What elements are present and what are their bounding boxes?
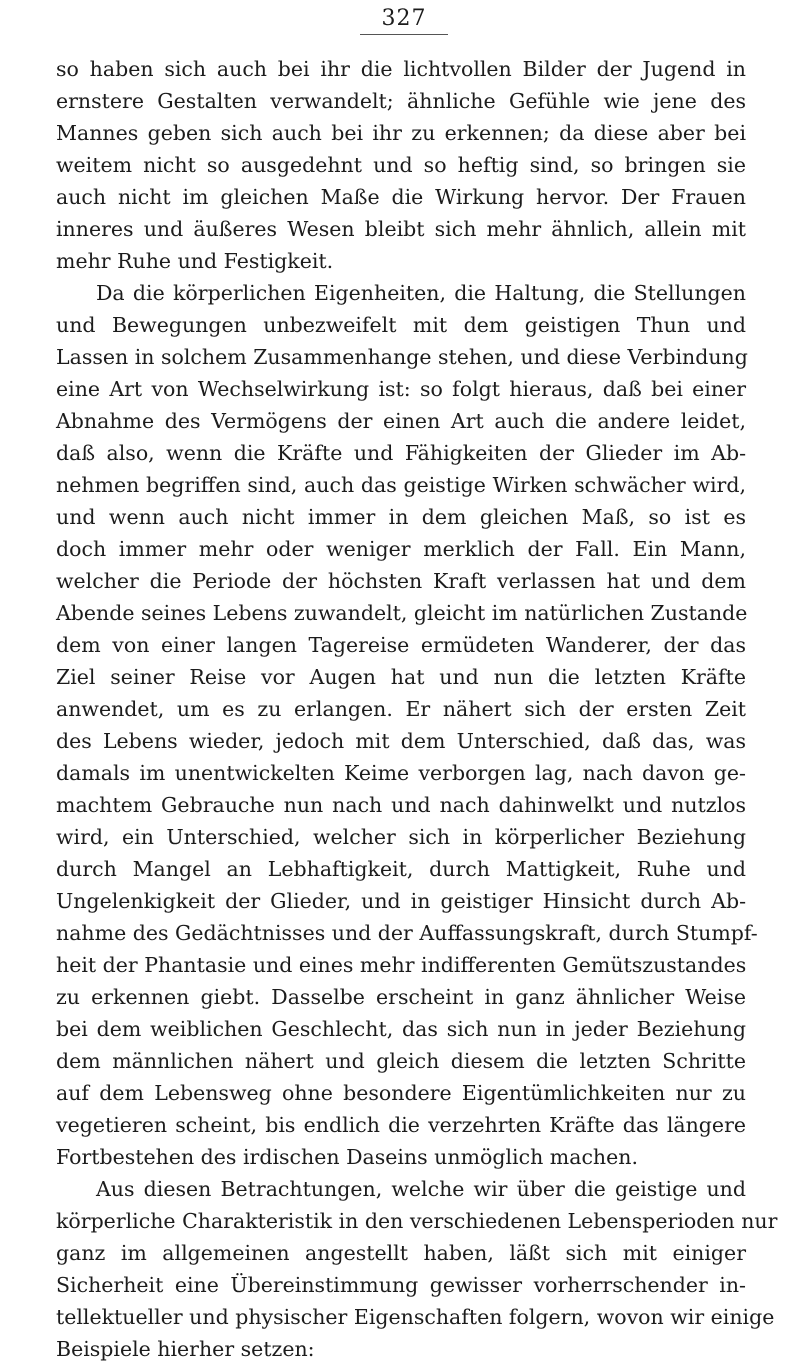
text-line: Beispiele hierher setzen: [56, 1337, 315, 1361]
text-line: daß also, wenn die Kräfte und Fähigkeiten der Glieder im Ab- [56, 441, 746, 465]
text-line: Sicherheit eine Übereinstimmung gewisser vorherrschender in- [56, 1273, 746, 1297]
text-line: eine Art von Wechselwirkung ist: so folgt hieraus, daß bei einer [56, 377, 746, 401]
text-line: Abnahme des Vermögens der einen Art auch die andere leidet, [56, 409, 746, 433]
text-line: auf dem Lebensweg ohne besondere Eigentümlichkeiten nur zu [56, 1081, 746, 1105]
header-rule [360, 34, 448, 35]
text-line: Lassen in solchem Zusammenhange stehen, und diese Verbindung [56, 345, 748, 369]
text-line: zu erkennen giebt. Dasselbe erscheint in ganz ähnlicher Weise [56, 985, 746, 1009]
text-line: dem männlichen nähert und gleich diesem die letzten Schritte [56, 1049, 746, 1073]
text-line: des Lebens wieder, jedoch mit dem Unterschied, daß das, was [56, 729, 746, 753]
text-line: Abende seines Lebens zuwandelt, gleicht im natürlichen Zustande [56, 601, 748, 625]
text-line: Aus diesen Betrachtungen, welche wir über die geistige und [96, 1177, 746, 1201]
text-line: auch nicht im gleichen Maße die Wirkung hervor. Der Frauen [56, 185, 746, 209]
text-line: ganz im allgemeinen angestellt haben, läßt sich mit einiger [56, 1241, 746, 1265]
text-line: körperliche Charakteristik in den verschiedenen Lebensperioden nur [56, 1209, 778, 1233]
page-number: 327 [381, 6, 427, 31]
text-line: nahme des Gedächtnisses und der Auffassungskraft, durch Stumpf- [56, 921, 758, 945]
text-line: ernstere Gestalten verwandelt; ähnliche Gefühle wie jene des [56, 89, 746, 113]
text-line: durch Mangel an Lebhaftigkeit, durch Mattigkeit, Ruhe und [56, 857, 746, 881]
text-line: machtem Gebrauche nun nach und nach dahinwelkt und nutzlos [56, 793, 746, 817]
text-line: anwendet, um es zu erlangen. Er nähert sich der ersten Zeit [56, 697, 746, 721]
text-line: so haben sich auch bei ihr die lichtvollen Bilder der Jugend in [56, 57, 746, 81]
text-line: vegetieren scheint, bis endlich die verzehrten Kräfte das längere [56, 1113, 746, 1137]
text-line: Da die körperlichen Eigenheiten, die Haltung, die Stellungen [96, 281, 746, 305]
text-line: welcher die Periode der höchsten Kraft verlassen hat und dem [56, 569, 746, 593]
text-line: heit der Phantasie und eines mehr indifferenten Gemütszustandes [56, 953, 747, 977]
text-line: tellektueller und physischer Eigenschaften folgern, wovon wir einige [56, 1305, 775, 1329]
text-line: weitem nicht so ausgedehnt und so heftig sind, so bringen sie [56, 153, 746, 177]
text-line: und wenn auch nicht immer in dem gleichen Maß, so ist es [56, 505, 746, 529]
text-line: nehmen begriffen sind, auch das geistige Wirken schwächer wird, [56, 473, 746, 497]
text-line: Ziel seiner Reise vor Augen hat und nun die letzten Kräfte [56, 665, 746, 689]
text-line: mehr Ruhe und Festigkeit. [56, 249, 334, 273]
text-line: inneres und äußeres Wesen bleibt sich mehr ähnlich, allein mit [56, 217, 746, 241]
text-line: dem von einer langen Tagereise ermüdeten Wanderer, der das [56, 633, 746, 657]
text-line: bei dem weiblichen Geschlecht, das sich nun in jeder Beziehung [56, 1017, 746, 1041]
text-line: Fortbestehen des irdischen Daseins unmöglich machen. [56, 1145, 638, 1169]
text-line: und Bewegungen unbezweifelt mit dem geistigen Thun und [56, 313, 746, 337]
text-line: doch immer mehr oder weniger merklich der Fall. Ein Mann, [56, 537, 746, 561]
text-line: wird, ein Unterschied, welcher sich in körperlicher Beziehung [56, 825, 746, 849]
text-line: damals im unentwickelten Keime verborgen lag, nach davon ge- [56, 761, 746, 785]
text-line: Mannes geben sich auch bei ihr zu erkennen; da diese aber bei [56, 121, 746, 145]
text-line: Ungelenkigkeit der Glieder, und in geistiger Hinsicht durch Ab- [56, 889, 746, 913]
